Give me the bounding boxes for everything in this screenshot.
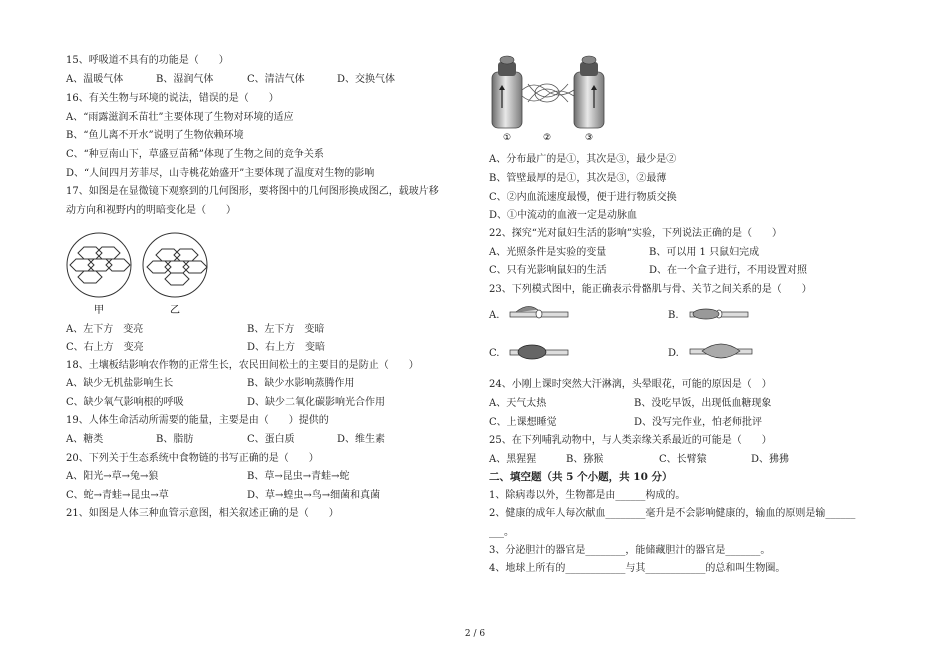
q16-stem: 16、有关生物与环境的说法，错误的是（ ） <box>66 93 279 104</box>
q15-option-a: A、温暖气体 <box>66 74 124 85</box>
label-jia: 甲 <box>94 305 104 316</box>
q16-option-d: D、“人间四月芳菲尽，山寺桃花始盛开”主要体现了温度对生物的影响 <box>66 168 375 179</box>
q15-option-c: C、清洁气体 <box>247 74 305 85</box>
muscle-diagram-b <box>688 303 750 325</box>
q24-option-a: A、天气太热 <box>489 398 547 409</box>
q17-option-c: C、右上方 变亮 <box>66 342 144 353</box>
q18-option-d: D、缺少二氧化碳影响光合作用 <box>247 397 386 408</box>
vein-drawing <box>574 56 604 128</box>
q25-option-d: D、狒狒 <box>751 454 790 465</box>
q23-option-d: D. <box>668 348 679 359</box>
q25-stem: 25、在下列哺乳动物中，与人类亲缘关系最近的可能是（ ） <box>489 435 772 446</box>
fill-q2-line1: 2、健康的成年人每次献血________毫升是不会影响健康的，输血的原则是输______ <box>489 508 856 519</box>
q20-option-a: A、阳光→草→兔→狼 <box>66 471 159 482</box>
microscope-figure <box>66 230 226 318</box>
section2-title: 二、填空题（共 5 个小题，共 10 分） <box>489 471 673 483</box>
label-vessel-2: ② <box>542 133 552 142</box>
q20-stem: 20、下列关于生态系统中食物链的书写正确的是（ ） <box>66 453 319 464</box>
q23-stem: 23、下列模式图中，能正确表示骨骼肌与骨、关节之间关系的是（ ） <box>489 284 812 295</box>
fill-q4: 4、地球上所有的____________与其____________的总和叫生物圈。 <box>489 563 786 574</box>
q18-option-b: B、缺少水影响蒸腾作用 <box>247 378 355 389</box>
q20-option-c: C、蛇→青蛙→昆虫→草 <box>66 490 169 501</box>
q21-option-d: D、①中流动的血液一定是动脉血 <box>489 210 638 221</box>
muscle-diagram-a <box>508 303 570 325</box>
q24-option-b: B、没吃早饭，出现低血糖现象 <box>634 398 772 409</box>
page-number: 2 / 6 <box>464 629 486 639</box>
q22-option-c: C、只有光影响鼠妇的生活 <box>489 265 607 276</box>
q23-option-a: A. <box>489 310 500 321</box>
q17-option-b: B、左下方 变暗 <box>247 324 325 335</box>
q25-option-b: B、猕猴 <box>566 454 604 465</box>
q19-option-d: D、维生素 <box>337 434 386 445</box>
q18-stem: 18、土壤板结影响农作物的正常生长，农民田间松土的主要目的是防止（ ） <box>66 360 419 371</box>
q19-option-b: B、脂肪 <box>156 434 194 445</box>
label-yi: 乙 <box>170 305 180 316</box>
q15-option-d: D、交换气体 <box>337 74 396 85</box>
q16-option-a: A、“雨露滋润禾苗壮”主要体现了生物对环境的适应 <box>66 112 294 123</box>
field-jia <box>67 233 131 297</box>
label-vessel-1: ① <box>502 133 512 142</box>
muscle-diagram-c <box>508 341 570 363</box>
q21-option-b: B、管壁最厚的是①，其次是③，②最薄 <box>489 173 667 184</box>
q19-option-a: A、糖类 <box>66 434 104 445</box>
q17-stem-line2: 动方向和视野内的明暗变化是（ ） <box>66 205 236 216</box>
q22-stem: 22、探究“光对鼠妇生活的影响”实验，下列说法正确的是（ ） <box>489 228 782 239</box>
artery-drawing <box>492 56 522 128</box>
fill-q3: 3、分泌胆汁的器官是________，能储藏胆汁的器官是_______。 <box>489 545 771 556</box>
q20-option-b: B、草→昆虫→青蛙→蛇 <box>247 471 350 482</box>
capillary-drawing <box>522 84 574 102</box>
q24-stem: 24、小刚上课时突然大汗淋漓，头晕眼花，可能的原因是（ ） <box>489 379 772 390</box>
q24-option-d: D、没写完作业，怕老师批评 <box>634 417 763 428</box>
q21-option-c: C、②内血流速度最慢，便于进行物质交换 <box>489 192 677 203</box>
q23-option-c: C. <box>489 348 500 359</box>
q25-option-a: A、黑猩猩 <box>489 454 537 465</box>
q16-option-b: B、“鱼儿离不开水”说明了生物依赖环境 <box>66 130 244 141</box>
q15-stem: 15、呼吸道不具有的功能是（ ） <box>66 55 229 66</box>
q17-option-d: D、右上方 变暗 <box>247 342 326 353</box>
q22-option-b: B、可以用 1 只鼠妇完成 <box>649 247 760 258</box>
field-yi <box>143 233 207 297</box>
q22-option-d: D、在一个盒子进行，不用设置对照 <box>649 265 808 276</box>
q19-stem: 19、人体生命活动所需要的能量，主要是由（ ）提供的 <box>66 415 329 426</box>
fill-q1: 1、除病毒以外，生物都是由______构成的。 <box>489 490 686 501</box>
q18-option-c: C、缺少氧气影响根的呼吸 <box>66 397 184 408</box>
q21-option-a: A、分布最广的是①，其次是③，最少是② <box>489 154 677 165</box>
q20-option-d: D、草→蝗虫→鸟→细菌和真菌 <box>247 490 381 501</box>
q18-option-a: A、缺少无机盐影响生长 <box>66 378 174 389</box>
q22-option-a: A、光照条件是实验的变量 <box>489 247 607 258</box>
muscle-diagram-d <box>688 339 754 363</box>
q23-option-b: B. <box>668 310 679 321</box>
blood-vessel-figure <box>488 50 608 142</box>
q25-option-c: C、长臂猿 <box>659 454 707 465</box>
q17-stem-line1: 17、如图是在显微镜下观察到的几何图形，要将图中的几何图形换成图乙，载玻片移 <box>66 186 439 197</box>
q24-option-c: C、上课想睡觉 <box>489 417 557 428</box>
label-vessel-3: ③ <box>584 133 594 142</box>
fill-q2-line2: ___。 <box>489 527 514 538</box>
q15-option-b: B、湿润气体 <box>156 74 214 85</box>
q16-option-c: C、“种豆南山下，草盛豆苗稀”体现了生物之间的竞争关系 <box>66 149 324 160</box>
q17-option-a: A、左下方 变亮 <box>66 324 144 335</box>
q21-stem: 21、如图是人体三种血管示意图，相关叙述正确的是（ ） <box>66 508 339 519</box>
q19-option-c: C、蛋白质 <box>247 434 295 445</box>
